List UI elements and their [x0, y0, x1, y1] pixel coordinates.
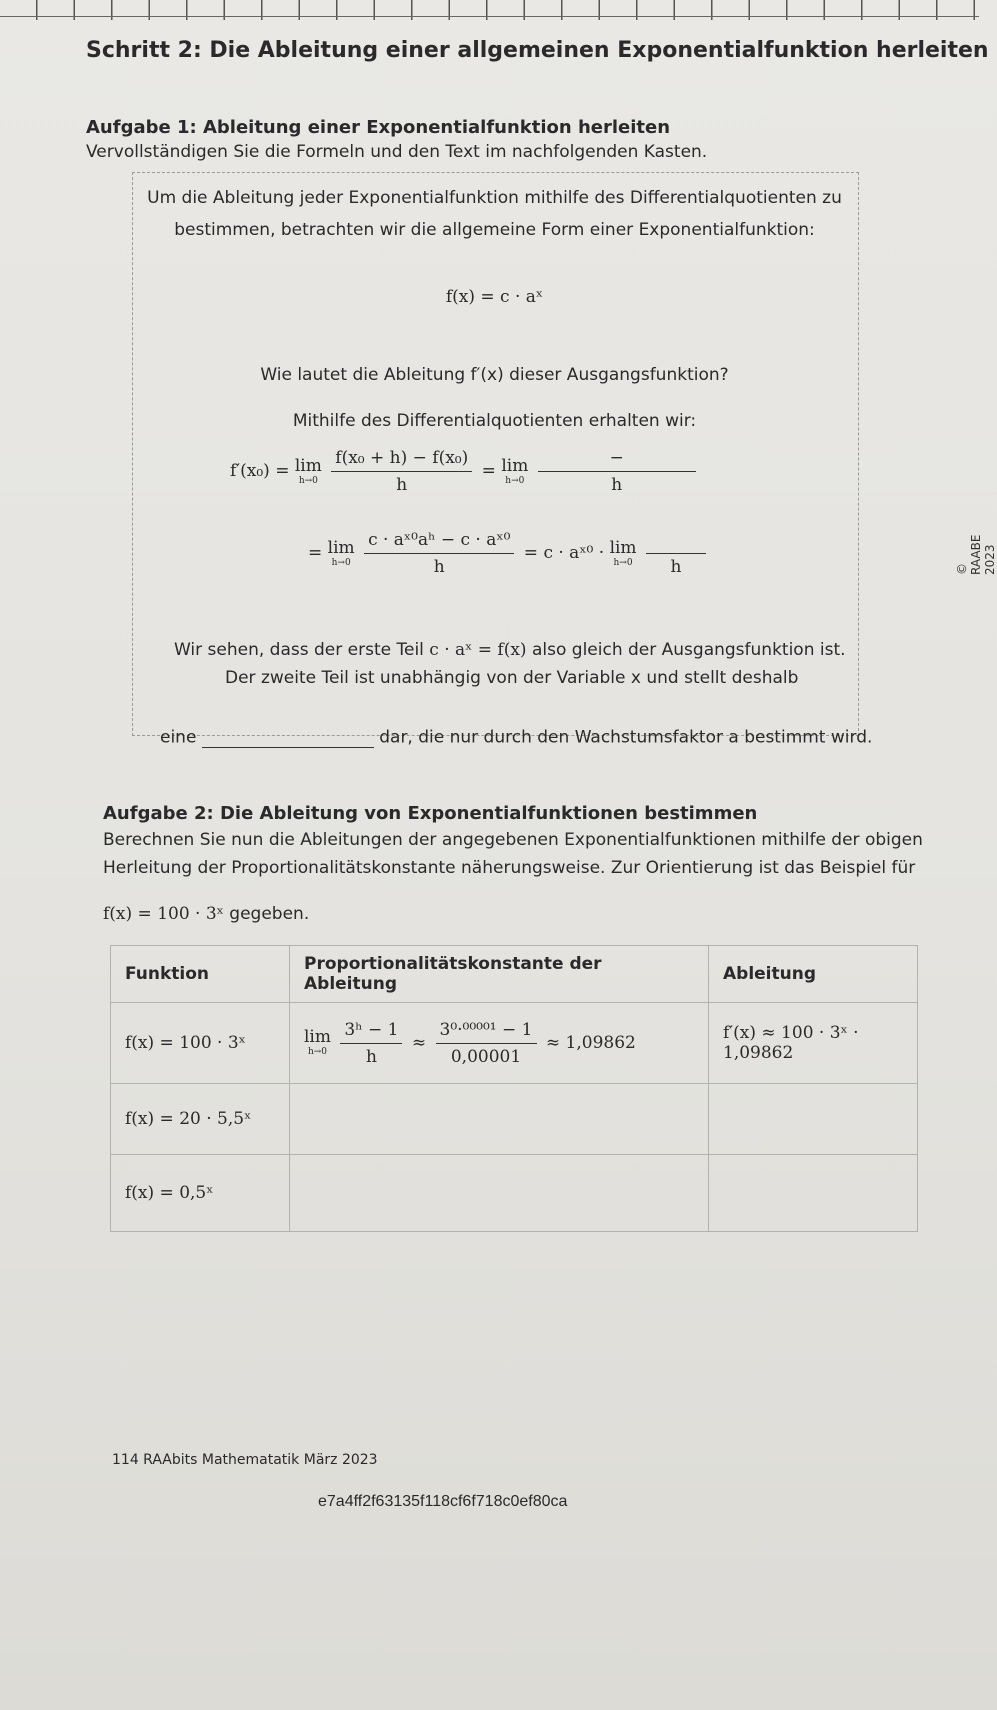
difference-quotient-line2 — [308, 530, 710, 577]
table-header-row — [111, 946, 918, 1003]
limit-operator: lim h→0 — [294, 455, 322, 486]
eq1-fraction: $\frac{\text{f(x₀ + h) − f(x₀)}}{h}$ — [331, 448, 472, 495]
task1-instruction: Vervollständigen Sie die Formeln und den Text im nachfolgenden Kasten. — [86, 142, 708, 162]
table-row — [111, 1155, 918, 1232]
derivative-cell-empty[interactable] — [709, 1084, 918, 1155]
function-cell: f(x) = 0,5ˣ — [111, 1155, 290, 1232]
eq-sign: = — [308, 543, 323, 563]
constant-cell-empty[interactable] — [290, 1084, 709, 1155]
table-row — [111, 1003, 918, 1084]
eq2-factor: c · aˣ⁰ · — [543, 543, 605, 563]
box-intro-line2: bestimmen, betrachten wir die allgemeine Form einer Exponentialfunktion: — [174, 220, 815, 240]
general-form-formula: f(x) = c · aˣ — [445, 287, 544, 307]
eq-sign: = — [523, 543, 539, 563]
task2-text-line1: Berechnen Sie nun die Ableitungen der angegebenen Exponentialfunktionen mithilfe der obigen — [103, 830, 923, 850]
copyright-vertical: © RAABE 2023 — [955, 534, 997, 575]
header-function: Funktion — [111, 946, 290, 1003]
diffq-intro: Mithilfe des Differentialquotienten erhalten wir: — [292, 411, 697, 431]
function-cell: f(x) = 20 · 5,5ˣ — [111, 1084, 290, 1155]
derivative-cell: f′(x) ≈ 100 · 3ˣ · 1,09862 — [709, 1003, 918, 1084]
table-row — [111, 1084, 918, 1155]
limit-operator: lim h→0 — [327, 537, 355, 568]
conclusion-line3: eine dar, die nur durch den Wachstumsfaktor a bestimmt wird. — [160, 727, 873, 748]
answer-blank[interactable] — [202, 727, 374, 748]
box-intro-line1: Um die Ableitung jeder Exponentialfunktion mithilfe des Differentialquotienten zu — [147, 188, 842, 208]
ruler-line — [0, 16, 979, 17]
conclusion-line2: Der zweite Teil ist unabhängig von der Variable x und stellt deshalb — [225, 668, 799, 688]
task1-title: Aufgabe 1: Ableitung einer Exponentialfunktion herleiten — [86, 117, 671, 138]
page-footer: 114 RAAbits Mathematatik März 2023 — [112, 1452, 378, 1468]
task2-text-line3: f(x) = 100 · 3ˣ gegeben. — [103, 904, 310, 924]
difference-quotient-line1 — [230, 448, 700, 495]
eq-sign: = — [481, 461, 496, 481]
blank-fraction-2: h — [646, 530, 706, 577]
blank-fraction: $\frac{-}{h}$ — [538, 448, 696, 495]
limit-operator: lim h→0 — [501, 455, 529, 486]
document-hash: e7a4ff2f63135f118cf6f718c0ef80ca — [318, 1493, 568, 1510]
task2-title: Aufgabe 2: Die Ableitung von Exponentialfunktionen bestimmen — [103, 803, 758, 824]
header-derivative: Ableitung — [709, 946, 918, 1003]
header-constant: Proportionalitätskonstante der Ableitung — [290, 946, 709, 1003]
limit-operator: lim h→0 — [609, 537, 637, 568]
ruler-edge — [0, 0, 979, 36]
eq2-fraction: $\frac{\text{c · aˣ⁰aʰ − c · aˣ⁰}}{h}$ — [364, 530, 514, 577]
constant-cell: lim h→0 $\frac{\text{3ʰ − 1}}{h}$ ≈ $\frac{\text{3⁰·⁰⁰⁰⁰¹ − 1}}{0,00001}$ ≈ 1,09862 — [290, 1003, 709, 1084]
function-cell: f(x) = 100 · 3ˣ — [111, 1003, 290, 1084]
eq1-lhs: f′(x₀) = — [230, 461, 290, 481]
constant-cell-empty[interactable] — [290, 1155, 709, 1232]
derivative-cell-empty[interactable] — [709, 1155, 918, 1232]
derivative-question: Wie lautet die Ableitung f′(x) dieser Ausgangsfunktion? — [260, 365, 729, 385]
derivatives-table — [110, 945, 918, 1232]
task2-text-line2: Herleitung der Proportionalitätskonstante näherungsweise. Zur Orientierung ist das Beispiel für — [103, 858, 916, 878]
conclusion-line1: Wir sehen, dass der erste Teil c · aˣ = f(x) also gleich der Ausgangsfunktion ist. — [174, 640, 846, 660]
page-heading: Schritt 2: Die Ableitung einer allgemeinen Exponentialfunktion herleiten — [86, 38, 989, 63]
